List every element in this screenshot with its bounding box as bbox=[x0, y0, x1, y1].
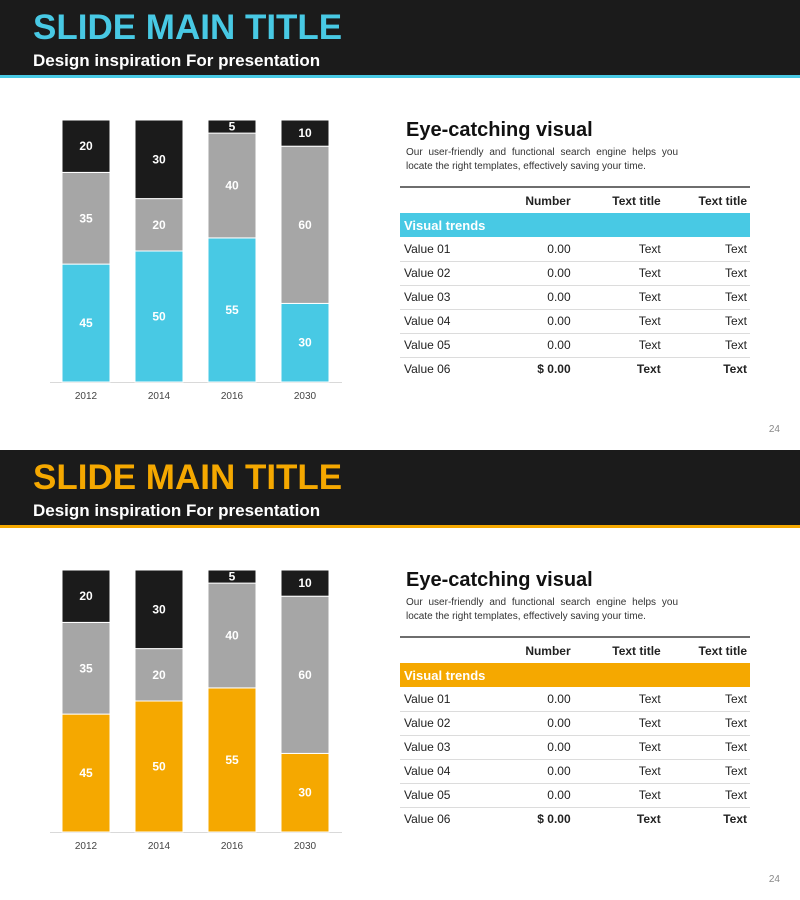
table-row bbox=[400, 711, 750, 735]
row-text: Text bbox=[661, 759, 750, 783]
stacked-bar-chart bbox=[0, 0, 400, 420]
table-row bbox=[400, 333, 750, 357]
row-number: 0.00 bbox=[488, 687, 577, 711]
table-band-row bbox=[400, 663, 750, 687]
row-text: Text bbox=[661, 711, 750, 735]
row-number: 0.00 bbox=[488, 711, 577, 735]
row-text: Text bbox=[577, 783, 661, 807]
table-row bbox=[400, 735, 750, 759]
total-label: Value 06 bbox=[400, 357, 488, 381]
total-text: Text bbox=[577, 807, 661, 831]
header-blank bbox=[400, 637, 488, 663]
row-label: Value 03 bbox=[400, 735, 488, 759]
row-text: Text bbox=[577, 261, 661, 285]
data-label: 50 bbox=[152, 759, 166, 774]
row-number: 0.00 bbox=[488, 759, 577, 783]
data-table bbox=[400, 186, 750, 381]
x-tick-label: 2016 bbox=[220, 391, 244, 402]
data-label: 30 bbox=[152, 152, 166, 167]
data-label: 20 bbox=[79, 139, 93, 154]
slide-2 bbox=[0, 450, 800, 900]
data-label: 20 bbox=[152, 667, 166, 682]
header-text-title: Text title bbox=[661, 187, 750, 213]
data-label: 60 bbox=[298, 217, 312, 232]
data-label: 20 bbox=[79, 589, 93, 604]
row-text: Text bbox=[577, 759, 661, 783]
total-number: $ 0.00 bbox=[488, 807, 577, 831]
data-label: 30 bbox=[298, 785, 312, 800]
table-row bbox=[400, 285, 750, 309]
row-text: Text bbox=[661, 285, 750, 309]
table-row bbox=[400, 309, 750, 333]
total-text: Text bbox=[661, 357, 750, 381]
header-blank bbox=[400, 187, 488, 213]
data-label: 30 bbox=[298, 335, 312, 350]
table-row bbox=[400, 237, 750, 261]
slide-subtitle: Design inspiration For presentation bbox=[33, 501, 321, 520]
x-tick-label: 2012 bbox=[74, 841, 98, 852]
table-header-row bbox=[400, 637, 750, 663]
row-label: Value 04 bbox=[400, 759, 488, 783]
row-label: Value 01 bbox=[400, 687, 488, 711]
data-label: 5 bbox=[228, 569, 236, 584]
total-label: Value 06 bbox=[400, 807, 488, 831]
header-text-title: Text title bbox=[577, 637, 661, 663]
table-band-row bbox=[400, 213, 750, 237]
row-text: Text bbox=[661, 261, 750, 285]
x-tick-label: 2030 bbox=[293, 391, 317, 402]
total-number: $ 0.00 bbox=[488, 357, 577, 381]
band-label: Visual trends bbox=[400, 663, 750, 687]
stacked-bar-chart bbox=[0, 450, 400, 870]
data-label: 10 bbox=[298, 576, 312, 591]
x-tick-label: 2030 bbox=[293, 841, 317, 852]
x-tick-label: 2012 bbox=[74, 391, 98, 402]
data-label: 30 bbox=[152, 602, 166, 617]
data-label: 40 bbox=[225, 628, 239, 643]
row-text: Text bbox=[577, 237, 661, 261]
row-number: 0.00 bbox=[488, 735, 577, 759]
data-label: 5 bbox=[228, 119, 236, 134]
data-label: 35 bbox=[79, 211, 93, 226]
row-label: Value 05 bbox=[400, 783, 488, 807]
slide-title: SLIDE MAIN TITLE bbox=[33, 458, 343, 497]
x-tick-label: 2014 bbox=[147, 391, 171, 402]
section-description: Our user-friendly and functional search engine helps you locate the right templates, effectively saving your time. bbox=[406, 147, 678, 172]
row-number: 0.00 bbox=[488, 783, 577, 807]
section-heading: Eye-catching visual bbox=[406, 569, 593, 591]
row-text: Text bbox=[661, 333, 750, 357]
x-tick-label: 2016 bbox=[220, 841, 244, 852]
data-label: 60 bbox=[298, 667, 312, 682]
table-total-row bbox=[400, 807, 750, 831]
data-label: 40 bbox=[225, 178, 239, 193]
row-label: Value 05 bbox=[400, 333, 488, 357]
table-row bbox=[400, 261, 750, 285]
header-number: Number bbox=[488, 187, 577, 213]
row-text: Text bbox=[577, 309, 661, 333]
total-text: Text bbox=[661, 807, 750, 831]
section-heading: Eye-catching visual bbox=[406, 119, 593, 141]
row-number: 0.00 bbox=[488, 237, 577, 261]
row-number: 0.00 bbox=[488, 333, 577, 357]
slide-title: SLIDE MAIN TITLE bbox=[33, 8, 343, 47]
header-number: Number bbox=[488, 637, 577, 663]
data-label: 55 bbox=[225, 302, 239, 317]
row-number: 0.00 bbox=[488, 285, 577, 309]
slide-subtitle: Design inspiration For presentation bbox=[33, 51, 321, 70]
row-label: Value 03 bbox=[400, 285, 488, 309]
page-number: 24 bbox=[768, 424, 780, 435]
data-label: 50 bbox=[152, 309, 166, 324]
data-label: 20 bbox=[152, 217, 166, 232]
row-text: Text bbox=[577, 687, 661, 711]
row-text: Text bbox=[577, 711, 661, 735]
row-text: Text bbox=[661, 687, 750, 711]
data-label: 10 bbox=[298, 126, 312, 141]
header-text-title: Text title bbox=[661, 637, 750, 663]
row-number: 0.00 bbox=[488, 309, 577, 333]
page-number: 24 bbox=[768, 874, 780, 885]
row-text: Text bbox=[661, 309, 750, 333]
row-number: 0.00 bbox=[488, 261, 577, 285]
row-label: Value 04 bbox=[400, 309, 488, 333]
total-text: Text bbox=[577, 357, 661, 381]
row-label: Value 01 bbox=[400, 237, 488, 261]
x-tick-label: 2014 bbox=[147, 841, 171, 852]
data-label: 35 bbox=[79, 661, 93, 676]
data-table bbox=[400, 636, 750, 831]
header-text-title: Text title bbox=[577, 187, 661, 213]
data-label: 45 bbox=[79, 766, 93, 781]
band-label: Visual trends bbox=[400, 213, 750, 237]
table-row bbox=[400, 687, 750, 711]
row-text: Text bbox=[661, 783, 750, 807]
table-total-row bbox=[400, 357, 750, 381]
row-text: Text bbox=[577, 735, 661, 759]
table-row bbox=[400, 783, 750, 807]
row-label: Value 02 bbox=[400, 261, 488, 285]
row-text: Text bbox=[577, 285, 661, 309]
section-description: Our user-friendly and functional search engine helps you locate the right templates, effectively saving your time. bbox=[406, 597, 678, 622]
row-text: Text bbox=[661, 735, 750, 759]
data-label: 55 bbox=[225, 752, 239, 767]
row-text: Text bbox=[577, 333, 661, 357]
row-label: Value 02 bbox=[400, 711, 488, 735]
data-label: 45 bbox=[79, 316, 93, 331]
table-row bbox=[400, 759, 750, 783]
row-text: Text bbox=[661, 237, 750, 261]
table-header-row bbox=[400, 187, 750, 213]
